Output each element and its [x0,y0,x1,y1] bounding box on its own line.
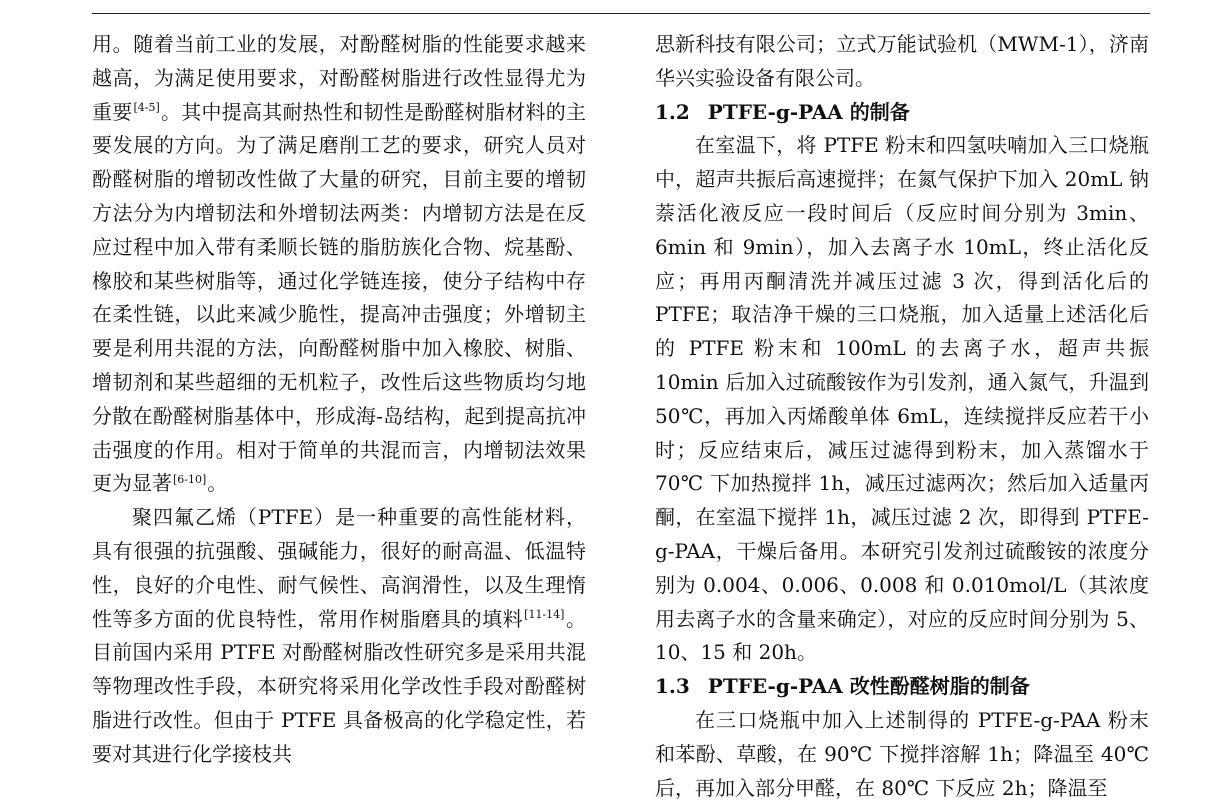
section-heading-1-2 [655,96,1149,130]
section-number: 1.3 [655,674,690,699]
paragraph-text: 。其中提高其耐热性和韧性是酚醛树脂材料的主要发展的方向。为了满足磨削工艺的要求，研究人员对酚醛树脂的增韧改性做了大量的研究，目前主要的增韧方法分为内增韧法和外增韧法两类：内增韧方法是在反应过程中加入带有柔顺长链的脂肪族化合物、烷基酚、橡胶和某些树脂等，通过化学链连接，使分子结构中存在柔性链，以此来减少脆性，提高冲击强度；外增韧主要是利用共混的方法，向酚醛树脂中加入橡胶、树脂、增韧剂和某些超细的无机粒子，改性后这些物质均匀地分散在酚醛树脂基体中，形成海-岛结构，起到提高抗冲击强度的作用。相对于简单的共混而言，内增韧法效果更为显著 [92,99,587,496]
right-column [655,28,1149,805]
section-number: 1.2 [655,99,690,124]
paragraph-resin-toughening [92,28,586,501]
citation-ref[interactable]: [6-10] [173,472,207,486]
left-column [92,28,586,772]
section-heading-1-3 [655,670,1149,704]
header-rule [92,13,1150,14]
paragraph-text: 。目前国内采用 PTFE 对酚醛树脂改性研究多是采用共混等物理改性手段，本研究将采用化学改性手段对酚醛树脂进行改性。但由于 PTFE 具备极高的化学稳定性，若要对其进行化学接枝共 [92,606,587,766]
paragraph-ptfe-g-paa-prep: 在室温下，将 PTFE 粉末和四氢呋喃加入三口烧瓶中，超声共振后高速搅拌；在氮气保护下加入 20mL 钠萘活化液反应一段时间后（反应时间分别为 3min、6min 和 9min），加入去离子水 10mL，终止活化反应；再用丙酮清洗并减压过滤 3 次，得到活化后的 PTFE；取洁净干燥的三口烧瓶，加入适量上述活化后的 PTFE 粉末和 100mL 的去离子水，超声共振 10min 后加入过硫酸铵作为引发剂，通入氮气，升温到 50℃，再加入丙烯酸单体 6mL，连续搅拌反应若干小时；反应结束后，减压过滤得到粉末，加入蒸馏水于 70℃ 下加热搅拌 1h，减压过滤两次；然后加入适量丙酮，在室温下搅拌 1h，减压过滤 2 次，即得到 PTFE-g-PAA，干燥后备用。本研究引发剂过硫酸铵的浓度分别为 0.004、0.006、0.008 和 0.010mol/L（其浓度用去离子水的含量来确定），对应的反应时间分别为 5、10、15 和 20h。 [655,133,1149,665]
citation-ref[interactable]: [11-14] [524,607,565,621]
paragraph-text: 聚四氟乙烯（PTFE）是一种重要的高性能材料，具有很强的抗强酸、强碱能力，很好的耐高温、低温特性，良好的介电性、耐气候性、高润滑性，以及生理惰性等多方面的优良特性，常用作树脂磨具的填料 [92,505,586,631]
paragraph-text: 。 [207,471,228,496]
paragraph-modified-resin-prep: 在三口烧瓶中加入上述制得的 PTFE-g-PAA 粉末和苯酚、草酸，在 90℃ 下搅拌溶解 1h；降温至 40℃ 后，再加入部分甲醛，在 80℃ 下反应 2h；降温至 [655,707,1149,800]
section-title: PTFE-g-PAA 的制备 [707,99,910,124]
paragraph-ptfe-intro [92,501,586,771]
paragraph-text: 用。随着当前工业的发展，对酚醛树脂的性能要求越来越高，为满足使用要求，对酚醛树脂进行改性显得尤为重要 [92,32,586,124]
section-title: PTFE-g-PAA 改性酚醛树脂的制备 [707,674,1030,699]
citation-ref[interactable]: [4-5] [133,100,160,114]
paragraph-equipment: 思新科技有限公司；立式万能试验机（MWM-1），济南华兴实验设备有限公司。 [655,32,1149,90]
